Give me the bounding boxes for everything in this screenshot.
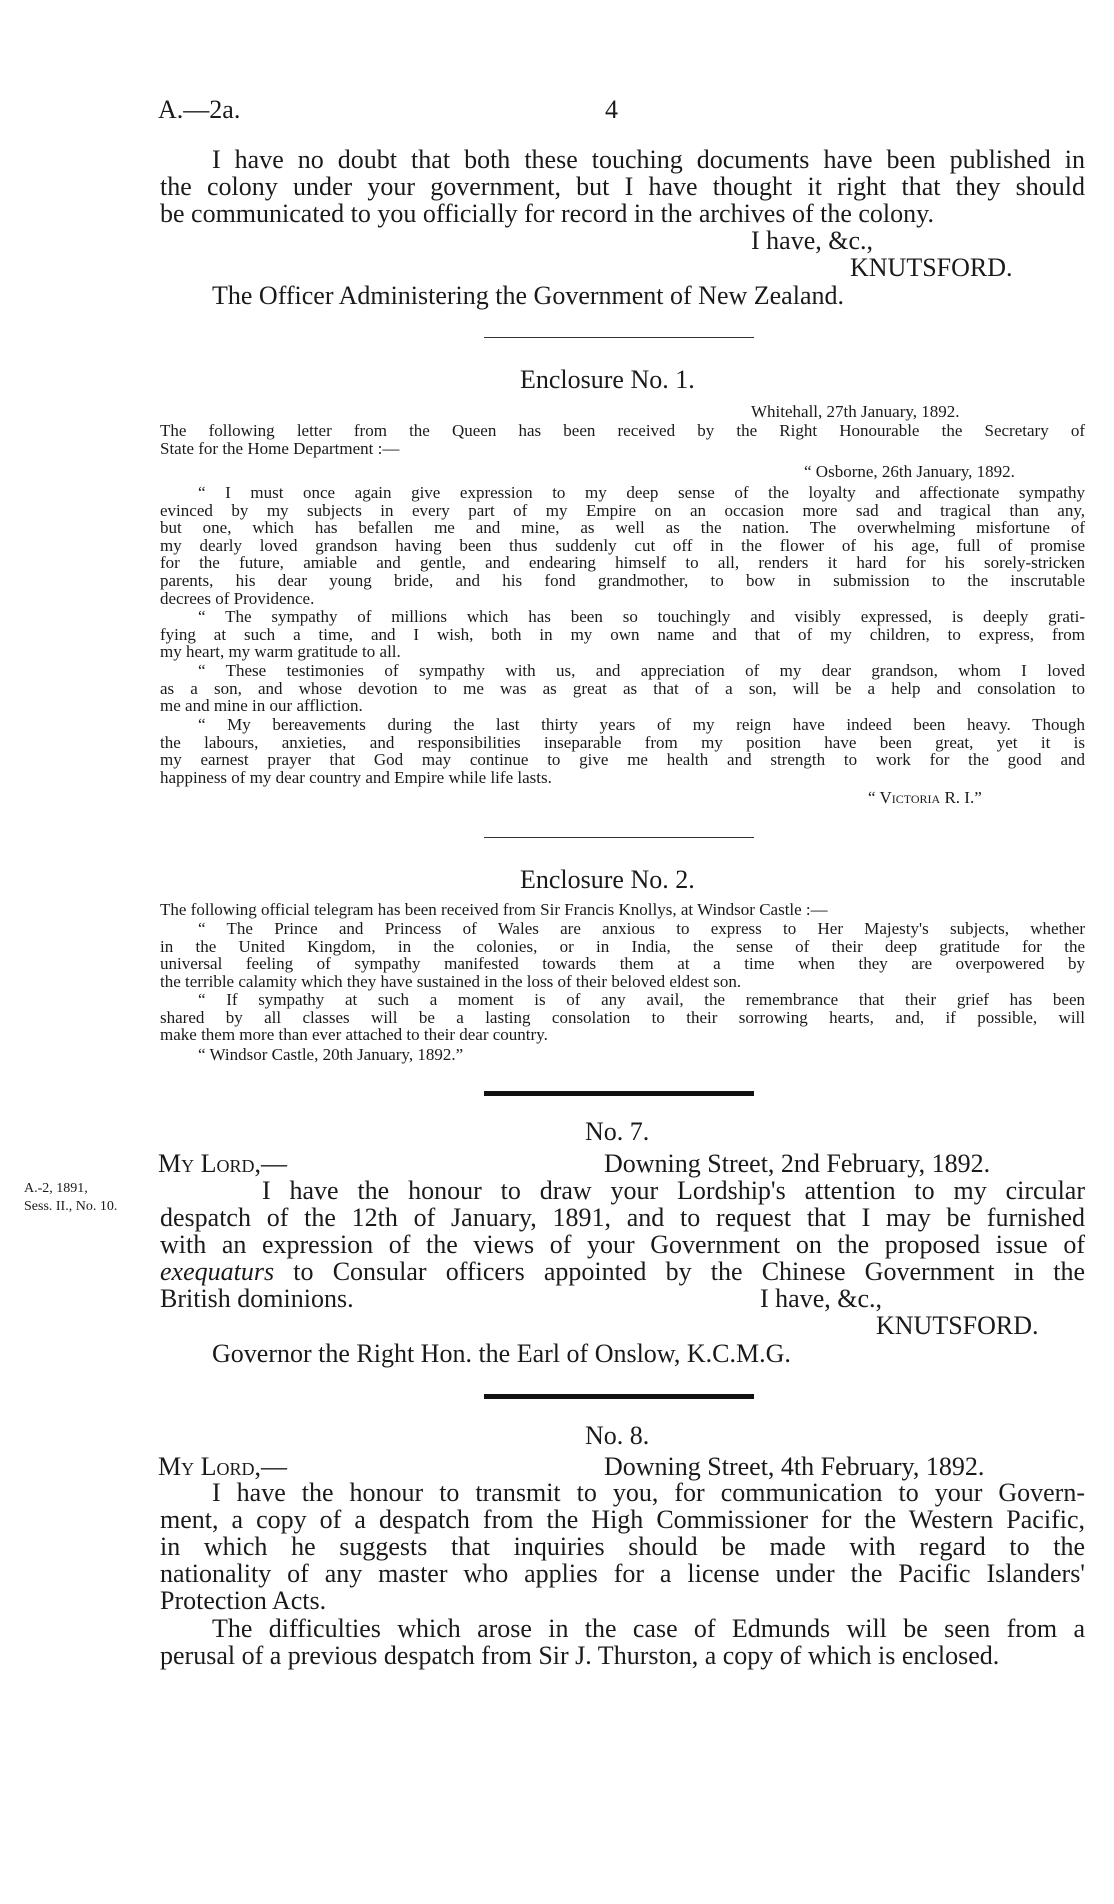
text-line: “ The Prince and Princess of Wales are anxious to express to Her Majesty's subjects, whether (198, 919, 1085, 938)
dateline: Downing Street, 2nd February, 1892. (604, 1149, 991, 1178)
dateline: “ Windsor Castle, 20th January, 1892.” (198, 1045, 464, 1064)
text-line: the terrible calamity which they have sustained in the loss of their beloved eldest son. (160, 971, 742, 991)
text-line: my dearly loved grandson having been thus suddenly cut off in the flower of his age, full of promise (160, 535, 1085, 555)
text-line: Protection Acts. (160, 1586, 327, 1615)
letter-dateline: “ Osborne, 26th January, 1892. (804, 462, 1015, 481)
closing-formula: I have, &c., (751, 226, 874, 255)
dateline: Whitehall, 27th January, 1892. (751, 402, 960, 421)
text-line (160, 1258, 1085, 1285)
text-line: State for the Home Department :— (160, 438, 400, 458)
text-line: in which he suggests that inquiries should be made with regard to the (160, 1532, 1085, 1561)
enclosure-intro (160, 901, 1085, 919)
despatch-heading: No. 7. (585, 1117, 650, 1146)
margin-note-line: A.-2, 1891, (24, 1181, 88, 1196)
text-line: for the future, amiable and gentle, and endearing himself to all, renders it hard for his sorely-stricken (160, 553, 1085, 573)
text-line: “ If sympathy at such a moment is of any avail, the remembrance that their grief has been (198, 990, 1085, 1009)
text-line: shared by all classes will be a lasting consolation to their sorrowing hearts, and, if possible, will (160, 1007, 1085, 1027)
telegram-paragraph (160, 991, 1085, 1044)
text-line: decrees of Providence. (160, 588, 315, 608)
telegram-paragraph (160, 920, 1085, 990)
text-line: be communicated to you officially for record in the archives of the colony. (160, 199, 934, 228)
signature: KNUTSFORD. (876, 1311, 1039, 1340)
enclosure-intro (160, 422, 1085, 457)
text-line: “ These testimonies of sympathy with us, and appreciation of my dear grandson, whom I loved (198, 661, 1085, 680)
enclosure-heading: Enclosure No. 1. (520, 365, 695, 394)
letter-paragraph (160, 662, 1085, 715)
italic-term: exequaturs (160, 1257, 275, 1286)
text-line: I have the honour to transmit to you, for communication to your Govern- (212, 1478, 1085, 1507)
text-line: The difficulties which arose in the case of Edmunds will be seen from a (212, 1614, 1085, 1643)
text-line: ment, a copy of a despatch from the High Commissioner for the Western Pacific, (160, 1505, 1085, 1534)
text-line: but one, which has befallen me and mine, as well as the nation. The overwhelming misfortune of (160, 518, 1085, 538)
text-line: British dominions. (160, 1284, 354, 1313)
text-line: happiness of my dear country and Empire while life lasts. (160, 767, 552, 787)
text-line: despatch of the 12th of January, 1891, and to request that I may be furnished (160, 1203, 1085, 1232)
text-line-rest: to Consular officers appointed by the Chinese Government in the (274, 1257, 1085, 1286)
text-line: parents, his dear young bride, and his fond grandmother, to bow in submission to the inscrutable (160, 570, 1085, 590)
text-line: “ I must once again give expression to my deep sense of the loyalty and affectionate sympathy (198, 483, 1085, 502)
text-line: me and mine in our affliction. (160, 696, 363, 716)
despatch-heading: No. 8. (585, 1421, 650, 1450)
text-line: The following official telegram has been received from Sir Francis Knollys, at Windsor Castle :— (160, 900, 828, 919)
text-line: fying at such a time, and I wish, both in my own name and that of my children, to express, from (160, 624, 1085, 644)
text-line: The following letter from the Queen has been received by the Right Honourable the Secretary of (160, 421, 1085, 440)
divider (484, 337, 754, 338)
section-divider (484, 1091, 754, 1096)
letter-paragraph (160, 716, 1085, 786)
document-reference: A.—2a. (158, 95, 241, 124)
page-number: 4 (605, 95, 618, 124)
text-line: as a son, and whose devotion to me was as great as that of a son, will be a help and consolation to (160, 678, 1085, 698)
text-line: the labours, anxieties, and responsibilities inseparable from my position have been great, yet it is (160, 732, 1085, 752)
signature: “ Victoria R. I.” (868, 788, 982, 807)
addressee: Governor the Right Hon. the Earl of Onslow, K.C.M.G. (212, 1339, 791, 1368)
text-line: “ The sympathy of millions which has been so touchingly and visibly expressed, is deeply grati- (198, 607, 1085, 626)
margin-note-line: Sess. II., No. 10. (24, 1199, 118, 1214)
text-line: my heart, my warm gratitude to all. (160, 642, 401, 662)
salutation: My Lord,— (158, 1452, 288, 1481)
addressee: The Officer Administering the Government of New Zealand. (212, 281, 844, 310)
text-line: in the United Kingdom, in the colonies, or in India, the sense of their deep gratitude for the (160, 936, 1085, 956)
salutation: My Lord,— (158, 1149, 288, 1178)
section-divider (484, 1394, 754, 1399)
text-line: my earnest prayer that God may continue to give me health and strength to work for the good and (160, 750, 1085, 770)
enclosure-heading: Enclosure No. 2. (520, 865, 695, 894)
text-line: perusal of a previous despatch from Sir J. Thurston, a copy of which is enclosed. (160, 1641, 1000, 1670)
text-line: nationality of any master who applies for a license under the Pacific Islanders' (160, 1559, 1085, 1588)
text-line: universal feeling of sympathy manifested towards them at a time when they are overpowered by (160, 954, 1085, 974)
divider (484, 837, 754, 838)
text-line: the colony under your government, but I have thought it right that they should (160, 172, 1085, 201)
text-line: I have the honour to draw your Lordship's attention to my circular (262, 1176, 1085, 1205)
text-line: I have no doubt that both these touching documents have been published in (212, 145, 1085, 174)
despatch-paragraph (160, 1615, 1085, 1669)
despatch-paragraph (160, 1479, 1085, 1614)
despatch-paragraph (160, 1177, 1085, 1285)
text-line: “ My bereavements during the last thirty years of my reign have indeed been heavy. Though (198, 715, 1085, 734)
text-line: with an expression of the views of your Government on the proposed issue of (160, 1230, 1085, 1259)
margin-note (24, 1180, 117, 1216)
dateline: Downing Street, 4th February, 1892. (604, 1452, 985, 1481)
intro-paragraph (160, 146, 1085, 227)
letter-paragraph (160, 608, 1085, 661)
signature: KNUTSFORD. (850, 253, 1013, 282)
letter-paragraph (160, 484, 1085, 607)
text-line: make them more than ever attached to their dear country. (160, 1025, 548, 1045)
text-line: evinced by my subjects in every part of my Empire on an occasion more sad and tragical than any, (160, 500, 1085, 520)
closing-formula: I have, &c., (760, 1284, 883, 1313)
